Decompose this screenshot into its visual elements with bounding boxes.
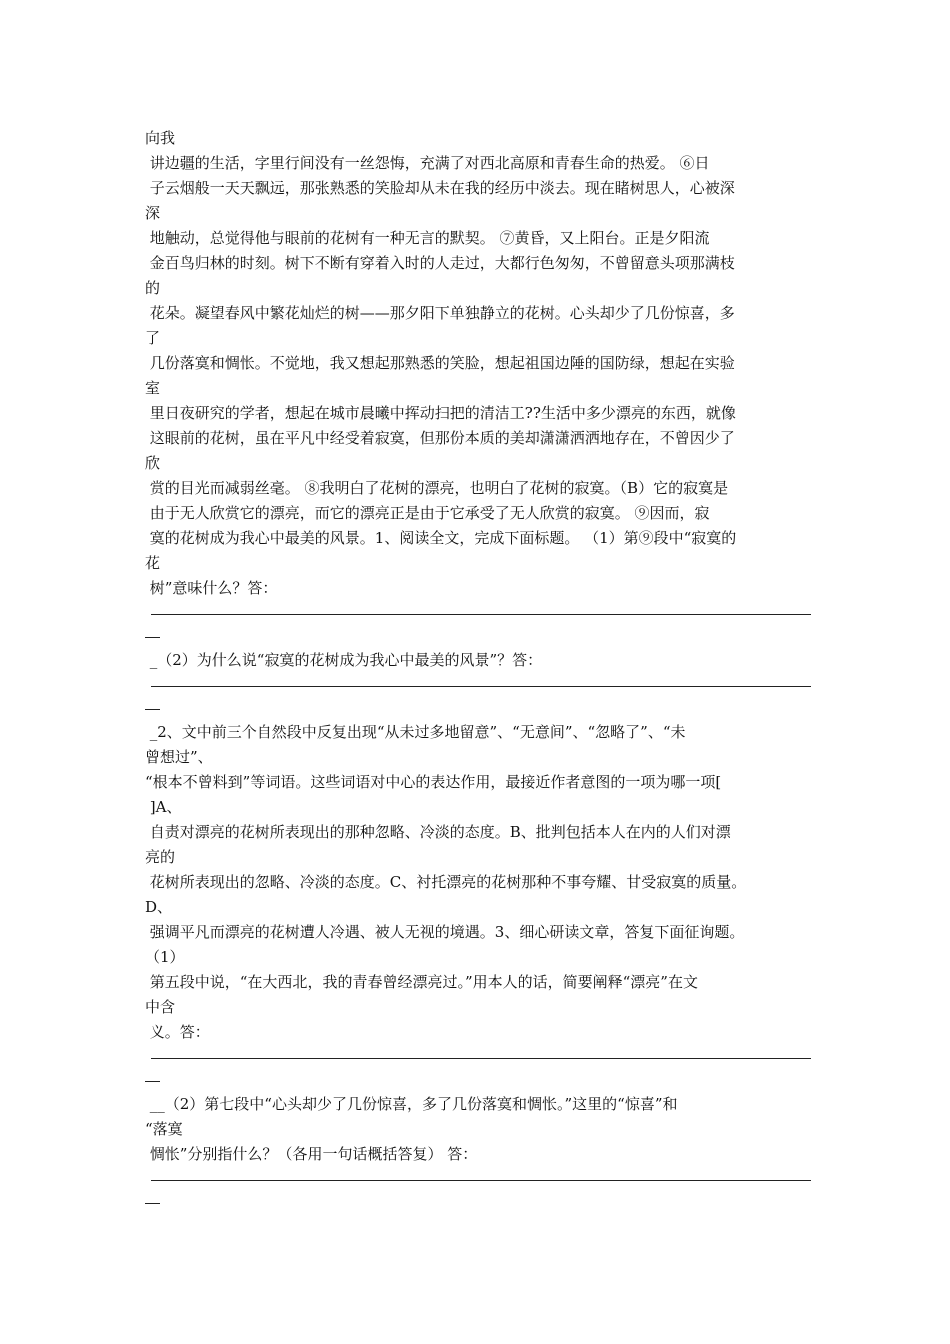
text-line: ]A、 [145,798,182,816]
question-q1-2: _（2）为什么说“寂寞的花树成为我心中最美的风景”？答： [145,651,543,669]
answer-line-q1-2[interactable] [145,673,815,698]
text-line: D、 [145,898,173,916]
answer-line-end [145,626,815,648]
text-line: 了 [145,329,161,347]
answer-rule [151,1058,811,1059]
text-line: “根本不曾料到”等词语。这些词语对中心的表达作用，最接近作者意图的一项为哪一项[ [145,773,722,791]
answer-line-q3-1[interactable] [145,1045,815,1070]
text-line: 亮的 [145,848,176,866]
text-line: 几份落寞和惆怅。不觉地，我又想起那熟悉的笑脸，想起祖国边陲的国防绿，想起在实验 [145,354,735,372]
text-line: 花 [145,554,161,572]
answer-rule [151,614,811,615]
text-line: 惆怅”分别指什么？（各用一句话概括答复） 答： [145,1145,478,1163]
article-text [145,126,815,1214]
answer-rule [151,686,811,687]
text-line: __（2）第七段中“心头却少了几份惊喜，多了几份落寞和惆怅。”这里的“惊喜”和 [145,1095,678,1113]
text-line: 花朵。凝望春风中繁花灿烂的树——那夕阳下单独静立的花树。心头却少了几份惊喜，多 [145,304,735,322]
text-line: 这眼前的花树，虽在平凡中经受着寂寞，但那份本质的美却潇潇洒洒地存在，不曾因少了 [145,429,735,447]
answer-line-end [145,1070,815,1092]
text-line: 自责对漂亮的花树所表现出的那种忽略、冷淡的态度。B、批判包括本人在内的人们对漂 [145,823,731,841]
text-line: 金百鸟归林的时刻。树下不断有穿着入时的人走过，大都行色匆匆，不曾留意头项那满枝 [145,254,735,272]
text-line: 赏的目光而减弱丝毫。 ⑧我明白了花树的漂亮，也明白了花树的寂寞。（B）它的寂寞是 [145,479,729,497]
text-line: 由于无人欣赏它的漂亮，而它的漂亮正是由于它承受了无人欣赏的寂寞。 ⑨因而，寂 [145,504,710,522]
answer-line-end [145,698,815,720]
text-line: 室 [145,379,161,397]
text-line: 里日夜研究的学者，想起在城市晨曦中挥动扫把的清洁工??生活中多少漂亮的东西，就像 [145,404,736,422]
text-line: 子云烟般一天天飘远，那张熟悉的笑脸却从未在我的经历中淡去。现在睹树思人，心被深 [145,179,735,197]
answer-line-end [145,1192,815,1214]
text-line: 树”意味什么？答： [145,579,278,597]
text-line: 地触动，总觉得他与眼前的花树有一种无言的默契。 ⑦黄昏，又上阳台。正是夕阳流 [145,229,710,247]
text-line: 强调平凡而漂亮的花树遭人冷遇、被人无视的境遇。3、细心研读文章，答复下面征询题。 [145,923,745,941]
text-line: 向我 [145,129,176,147]
text-line: 花树所表现出的忽略、冷淡的态度。C、衬托漂亮的花树那种不事夸耀、甘受寂寞的质量。 [145,873,747,891]
text-line: 第五段中说，“在大西北，我的青春曾经漂亮过。”用本人的话，简要阐释“漂亮”在文 [145,973,698,991]
text-line: 的 [145,279,161,297]
text-line: 义。答： [145,1023,210,1041]
text-line: 中含 [145,998,176,1016]
answer-rule [151,1180,811,1181]
text-line: 欣 [145,454,161,472]
answer-line-q3-2[interactable] [145,1167,815,1192]
text-line: （1） [145,948,185,966]
text-line: 曾想过”、 [145,748,213,766]
answer-line-q1-1[interactable] [145,601,815,626]
text-line: _2、文中前三个自然段中反复出现“从未过多地留意”、“无意间”、“忽略了”、“未 [145,723,686,741]
text-line: 寞的花树成为我心中最美的风景。1、阅读全文，完成下面标题。 （1）第⑨段中“寂寞的 [145,529,737,547]
text-line: 讲边疆的生活，字里行间没有一丝怨悔，充满了对西北高原和青春生命的热爱。 ⑥日 [145,154,710,172]
text-line: 深 [145,204,161,222]
text-line: “落寞 [145,1120,183,1138]
